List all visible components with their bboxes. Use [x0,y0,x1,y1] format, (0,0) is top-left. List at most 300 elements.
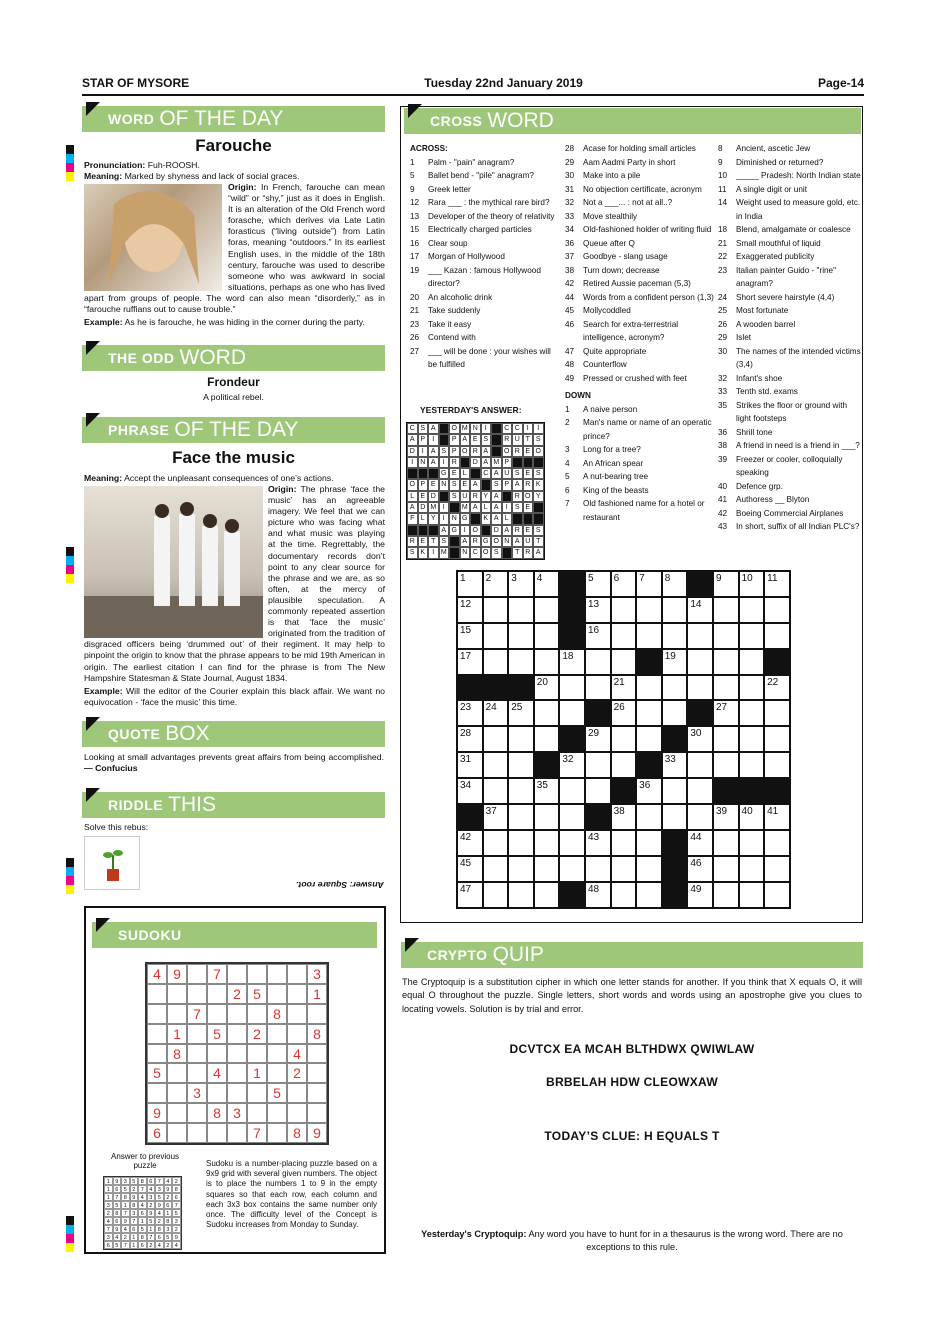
crossword-cell[interactable]: 33 [662,752,688,778]
crossword-cell[interactable]: 15 [457,623,483,649]
sudoku-cell[interactable]: 2 [247,1024,267,1044]
crossword-cell[interactable] [713,597,739,623]
crossword-cell[interactable]: 21 [611,675,637,701]
crossword-cell[interactable] [764,623,790,649]
sudoku-cell[interactable]: 9 [147,1103,167,1123]
crossword-cell[interactable]: 14 [687,597,713,623]
sudoku-cell[interactable] [247,1044,267,1064]
crossword-cell[interactable]: 13 [585,597,611,623]
crossword-cell[interactable]: 6 [611,571,637,597]
crossword-cell[interactable]: 47 [457,882,483,908]
sudoku-cell[interactable] [147,1044,167,1064]
crossword-cell[interactable]: 4 [534,571,560,597]
sudoku-cell[interactable] [227,1063,247,1083]
crossword-cell[interactable] [483,623,509,649]
answer-cell: E [449,468,460,479]
answer-cell: L [407,491,418,502]
sudoku-cell[interactable] [287,1024,307,1044]
sudoku-cell[interactable] [307,1063,327,1083]
black-cell[interactable] [739,778,765,804]
sudoku-cell[interactable] [247,1004,267,1024]
word-origin: Origin: In French, farouche can mean “wild” or “shy,” just as it does in English. It is an alteration of the Old French word forasche, which derives via Late Latin forasticus (“living outside”) from Latin foras, meaning “outdoors.” In its earliest English uses, in the middle of the 18th century, farouche was used to describe someone who was awkward in social situations, perhaps as one who has lived apart from groups of people. The word can also mean “disorderly,” as in “farouche ruffians out to cause trouble.” [84,182,385,315]
crossword-cell[interactable] [636,726,662,752]
sudoku-cell[interactable] [267,1024,287,1044]
crossword-cell[interactable] [662,700,688,726]
crossword-cell[interactable]: 44 [687,830,713,856]
crossword-cell[interactable] [764,700,790,726]
sudoku-cell[interactable] [267,1044,287,1064]
sudoku-answer-cell: 4 [164,1177,173,1185]
crossword-cell[interactable] [611,726,637,752]
sudoku-cell[interactable]: 3 [227,1103,247,1123]
sudoku-cell[interactable] [167,1123,187,1143]
crossword-cell[interactable] [483,726,509,752]
crossword-cell[interactable]: 43 [585,830,611,856]
black-cell[interactable] [662,726,688,752]
black-cell[interactable] [457,675,483,701]
black-cell[interactable] [585,700,611,726]
sudoku-cell[interactable] [187,1024,207,1044]
black-cell[interactable] [585,804,611,830]
crossword-cell[interactable] [559,778,585,804]
sudoku-cell[interactable] [167,984,187,1004]
sudoku-cell[interactable] [167,1103,187,1123]
black-cell[interactable] [662,830,688,856]
crossword-cell[interactable]: 38 [611,804,637,830]
answer-cell: K [533,479,544,490]
crossword-cell[interactable] [508,778,534,804]
sudoku-cell[interactable]: 7 [247,1123,267,1143]
sudoku-cell[interactable] [207,984,227,1004]
clue-item: 18 Blend, amalgamate or coalesce [718,225,851,234]
sudoku-answer-cell: 4 [155,1209,164,1217]
clue-item: 38 Turn down; decrease [565,265,660,275]
sudoku-cell[interactable] [247,1083,267,1103]
crossword-cell[interactable] [559,830,585,856]
sudoku-cell[interactable]: 4 [287,1044,307,1064]
crossword-cell[interactable] [534,856,560,882]
crossword-cell[interactable] [534,623,560,649]
crossword-cell[interactable] [687,752,713,778]
answer-cell: T [512,547,523,558]
black-cell[interactable] [662,882,688,908]
clue-item: 40 Defence grp. [718,481,783,491]
crossword-cell[interactable] [764,752,790,778]
sudoku-cell[interactable] [307,1044,327,1064]
crossword-cell[interactable] [508,882,534,908]
crossword-cell[interactable] [508,804,534,830]
crossword-cell[interactable] [559,700,585,726]
sudoku-cell[interactable] [187,1044,207,1064]
crossword-cell[interactable]: 5 [585,571,611,597]
sudoku-cell[interactable] [227,1083,247,1103]
word-meaning: Meaning: Marked by shyness and lack of social graces. [84,171,300,181]
sudoku-cell[interactable]: 8 [267,1004,287,1024]
crossword-cell[interactable] [764,726,790,752]
crossword-cell[interactable] [483,830,509,856]
crossword-cell[interactable]: 36 [636,778,662,804]
sudoku-cell[interactable] [187,964,207,984]
answer-cell: O [460,446,471,457]
crossword-cell[interactable] [508,752,534,778]
answer-cell: A [428,446,439,457]
crossword-cell[interactable] [483,882,509,908]
sudoku-cell[interactable]: 1 [247,1063,267,1083]
crossword-cell[interactable] [483,778,509,804]
sudoku-cell[interactable] [287,1083,307,1103]
crossword-cell[interactable] [636,856,662,882]
black-cell[interactable] [636,649,662,675]
crossword-cell[interactable]: 16 [585,623,611,649]
crossword-cell[interactable]: 23 [457,700,483,726]
sudoku-cell[interactable] [207,1044,227,1064]
black-cell[interactable] [559,571,585,597]
crossword-cell[interactable]: 17 [457,649,483,675]
crossword-cell[interactable] [508,856,534,882]
clue-item: 34 Old-fashioned holder of writing fluid [565,225,712,234]
sudoku-cell[interactable] [287,1103,307,1123]
sudoku-cell[interactable] [167,1004,187,1024]
crossword-cell[interactable] [713,752,739,778]
sudoku-cell[interactable] [307,1083,327,1103]
crossword-cell[interactable] [739,675,765,701]
crossword-cell[interactable] [534,726,560,752]
crossword-cell[interactable] [508,597,534,623]
crossword-cell[interactable]: 1 [457,571,483,597]
crossword-cell[interactable] [483,597,509,623]
sudoku-cell[interactable] [167,1063,187,1083]
crossword-cell[interactable]: 25 [508,700,534,726]
crossword-cell[interactable] [636,830,662,856]
answer-cell: O [502,446,513,457]
crossword-cell[interactable] [739,882,765,908]
sudoku-cell[interactable] [287,1004,307,1024]
sudoku-cell[interactable] [147,1024,167,1044]
crossword-cell[interactable] [611,597,637,623]
crossword-cell[interactable] [611,752,637,778]
crossword-cell[interactable] [662,675,688,701]
black-cell[interactable] [764,778,790,804]
black-cell[interactable] [713,778,739,804]
sudoku-answer-cell: 7 [121,1209,130,1217]
sudoku-cell[interactable]: 2 [287,1063,307,1083]
crossword-cell[interactable] [739,649,765,675]
crossword-cell[interactable] [687,778,713,804]
crossword-cell[interactable] [662,623,688,649]
crossword-cell[interactable]: 45 [457,856,483,882]
sudoku-cell[interactable] [267,1063,287,1083]
crossword-cell[interactable] [559,675,585,701]
black-cell[interactable] [534,752,560,778]
crossword-cell[interactable] [739,597,765,623]
black-cell[interactable] [687,571,713,597]
crossword-cell[interactable] [534,882,560,908]
sudoku-cell[interactable]: 8 [167,1044,187,1064]
crossword-cell[interactable] [636,700,662,726]
black-cell[interactable] [457,804,483,830]
sudoku-cell[interactable]: 9 [307,1123,327,1143]
phrase-example: Example: Will the editor of the Courier explain this black affair. We want no equivocation - ‘face the music’ this time. [84,686,385,708]
phrase-origin: Origin: The phrase ‘face the music’ has an agreeable imagery. We feel that we can picture who was facing what and what music was playing at the time. Regrettably, the documentary records don’t point to any clear source for the phrase and we are, as so often, at the mercy of plausible speculation. A commonly repeated assertion is that ‘face the music’ originated from the tradition of disgraced officers being ‘drummed out’ of their regiment. It may help to pinpoint the origin to know that the phrase appears to be mid 19th American in origin. The earliest citation I can find for the phrase is from The New Hampshire Statesman & State Journal, August 1834. [84,484,386,683]
sudoku-cell[interactable]: 5 [247,984,267,1004]
crossword-cell[interactable]: 3 [508,571,534,597]
black-cell[interactable] [636,752,662,778]
sudoku-answer-cell: 1 [164,1209,173,1217]
sudoku-answer-cell: 2 [130,1185,139,1193]
sudoku-cell[interactable]: 5 [267,1083,287,1103]
sudoku-cell[interactable] [187,984,207,1004]
crossword-cell[interactable] [636,597,662,623]
answer-cell: P [449,446,460,457]
sudoku-cell[interactable]: 3 [187,1083,207,1103]
crossword-cell[interactable]: 39 [713,804,739,830]
crossword-cell[interactable]: 30 [687,726,713,752]
black-cell[interactable] [559,623,585,649]
crossword-cell[interactable] [534,597,560,623]
black-cell[interactable] [508,675,534,701]
crossword-cell[interactable]: 29 [585,726,611,752]
crossword-cell[interactable] [764,830,790,856]
crossword-cell[interactable] [585,649,611,675]
sudoku-cell[interactable]: 8 [307,1024,327,1044]
black-cell[interactable] [662,856,688,882]
crossword-cell[interactable] [739,830,765,856]
cryptoquip-clue: TODAY’S CLUE: H EQUALS T [544,1129,720,1143]
crossword-cell[interactable] [559,856,585,882]
crossword-cell[interactable]: 35 [534,778,560,804]
sudoku-cell[interactable] [207,1123,227,1143]
sudoku-cell[interactable] [287,984,307,1004]
black-cell[interactable] [483,675,509,701]
crossword-cell[interactable] [713,726,739,752]
sudoku-cell[interactable] [267,984,287,1004]
crossword-cell[interactable] [764,597,790,623]
crossword-cell[interactable] [508,623,534,649]
sudoku-cell[interactable]: 7 [187,1004,207,1024]
crossword-cell[interactable] [636,623,662,649]
sudoku-cell[interactable] [247,1103,267,1123]
black-cell [407,468,418,479]
black-cell [460,457,471,468]
crossword-cell[interactable]: 8 [662,571,688,597]
black-cell[interactable] [764,649,790,675]
crossword-cell[interactable]: 32 [559,752,585,778]
crossword-cell[interactable] [662,804,688,830]
crossword-cell[interactable] [483,649,509,675]
crossword-cell[interactable] [559,804,585,830]
crossword-cell[interactable] [713,623,739,649]
crossword-cell[interactable]: 20 [534,675,560,701]
clue-item: 49 Pressed or crushed with feet [565,373,687,383]
crossword-cell[interactable]: 48 [585,882,611,908]
crossword-cell[interactable] [687,623,713,649]
crossword-cell[interactable]: 46 [687,856,713,882]
crossword-cell[interactable] [585,778,611,804]
answer-cell: P [449,434,460,445]
clue-item: 7 Old fashioned name for a hotel or restaurant [565,499,705,522]
sudoku-cell[interactable]: 3 [307,964,327,984]
sudoku-cell[interactable] [227,1024,247,1044]
crossword-cell[interactable] [662,778,688,804]
sudoku-grid[interactable] [145,962,329,1145]
crossword-cell[interactable] [636,882,662,908]
black-cell[interactable] [559,882,585,908]
sudoku-cell[interactable] [207,1083,227,1103]
crossword-cell[interactable]: 41 [764,804,790,830]
sudoku-cell[interactable]: 5 [207,1024,227,1044]
sudoku-cell[interactable]: 8 [287,1123,307,1143]
crossword-cell[interactable] [534,804,560,830]
crossword-cell[interactable] [739,623,765,649]
black-cell[interactable] [687,700,713,726]
sudoku-cell[interactable]: 9 [167,964,187,984]
crossword-cell[interactable] [483,856,509,882]
sudoku-cell[interactable]: 4 [207,1063,227,1083]
sudoku-cell[interactable] [227,1004,247,1024]
sudoku-cell[interactable]: 8 [207,1103,227,1123]
crossword-cell[interactable] [534,649,560,675]
crossword-cell[interactable] [636,804,662,830]
crossword-cell[interactable]: 19 [662,649,688,675]
crossword-cell[interactable] [687,675,713,701]
crossword-cell[interactable] [713,830,739,856]
crossword-cell[interactable] [764,856,790,882]
crossword-cell[interactable] [534,700,560,726]
answer-cell: S [533,468,544,479]
crossword-cell[interactable] [764,882,790,908]
crossword-cell[interactable] [585,856,611,882]
sudoku-cell[interactable] [307,1103,327,1123]
crossword-cell[interactable]: 9 [713,571,739,597]
crossword-cell[interactable]: 37 [483,804,509,830]
crossword-cell[interactable] [713,856,739,882]
crossword-cell[interactable] [611,830,637,856]
crossword-cell[interactable]: 24 [483,700,509,726]
crossword-cell[interactable] [739,726,765,752]
crossword-cell[interactable]: 2 [483,571,509,597]
answer-cell: K [481,513,492,524]
sudoku-cell[interactable]: 4 [147,964,167,984]
crossword-cell[interactable] [508,726,534,752]
crossword-cell[interactable]: 12 [457,597,483,623]
sudoku-cell[interactable] [307,1004,327,1024]
crossword-cell[interactable] [662,597,688,623]
sudoku-cell[interactable]: 5 [147,1063,167,1083]
sudoku-cell[interactable] [267,964,287,984]
sudoku-answer-cell: 3 [121,1177,130,1185]
crossword-cell[interactable] [611,649,637,675]
crossword-cell[interactable]: 7 [636,571,662,597]
crossword-cell[interactable] [483,752,509,778]
answer-cell: A [460,536,471,547]
crossword-cell[interactable] [739,856,765,882]
answer-cell: I [481,423,492,434]
crossword-cell[interactable] [585,752,611,778]
crossword-cell[interactable]: 49 [687,882,713,908]
crossword-cell[interactable] [687,649,713,675]
crossword-cell[interactable]: 40 [739,804,765,830]
crossword-cell[interactable] [636,675,662,701]
crossword-cell[interactable]: 11 [764,571,790,597]
sudoku-cell[interactable] [187,1123,207,1143]
crossword-grid[interactable] [456,570,791,909]
black-cell[interactable] [611,778,637,804]
sudoku-answer-cell: 7 [113,1193,122,1201]
sudoku-cell[interactable] [147,1004,167,1024]
crossword-cell[interactable] [713,649,739,675]
potted-plant-icon [84,836,140,890]
phrase-meaning: Meaning: Accept the unpleasant consequences of one’s actions. [84,473,334,483]
sudoku-cell[interactable] [267,1103,287,1123]
crossword-cell[interactable]: 27 [713,700,739,726]
crossword-cell[interactable] [611,856,637,882]
sudoku-cell[interactable] [207,1004,227,1024]
sudoku-cell[interactable] [227,964,247,984]
crossword-cell[interactable] [739,700,765,726]
answer-cell: D [428,491,439,502]
sudoku-cell[interactable]: 1 [167,1024,187,1044]
crossword-cell[interactable] [508,649,534,675]
crossword-cell[interactable]: 22 [764,675,790,701]
answer-cell: A [428,457,439,468]
crossword-cell[interactable] [508,830,534,856]
crossword-cell[interactable]: 31 [457,752,483,778]
clue-item: 39 Freezer or cooler, colloquially speaking [718,454,843,477]
crossword-cell[interactable] [713,882,739,908]
sudoku-cell[interactable] [227,1123,247,1143]
sudoku-cell[interactable] [227,1044,247,1064]
sudoku-cell[interactable]: 1 [307,984,327,1004]
crossword-cell[interactable]: 42 [457,830,483,856]
crossword-cell[interactable]: 10 [739,571,765,597]
black-cell[interactable] [559,597,585,623]
black-cell [449,536,460,547]
crossword-cell[interactable]: 34 [457,778,483,804]
sudoku-cell[interactable] [147,1083,167,1103]
answer-cell: G [481,536,492,547]
crossword-cell[interactable]: 18 [559,649,585,675]
crossword-cell[interactable] [534,830,560,856]
crossword-cell[interactable] [611,882,637,908]
crossword-cell[interactable] [585,675,611,701]
sudoku-answer-cell: 8 [164,1217,173,1225]
crossword-cell[interactable]: 26 [611,700,637,726]
black-cell [502,491,513,502]
sudoku-cell[interactable] [187,1063,207,1083]
crossword-cell[interactable] [739,752,765,778]
answer-cell: D [407,446,418,457]
crossword-cell[interactable] [611,623,637,649]
sudoku-cell[interactable] [167,1083,187,1103]
crossword-cell[interactable]: 28 [457,726,483,752]
sudoku-cell[interactable] [187,1103,207,1123]
sudoku-cell[interactable] [287,964,307,984]
sudoku-cell[interactable] [247,964,267,984]
sudoku-cell[interactable]: 2 [227,984,247,1004]
sudoku-cell[interactable]: 6 [147,1123,167,1143]
sudoku-cell[interactable] [267,1123,287,1143]
black-cell[interactable] [559,726,585,752]
sudoku-cell[interactable] [147,984,167,1004]
crossword-cell[interactable] [713,675,739,701]
issue-date: Tuesday 22nd January 2019 [424,76,583,90]
answer-cell: A [491,491,502,502]
answer-cell: M [460,423,471,434]
sudoku-cell[interactable]: 7 [207,964,227,984]
crossword-cell[interactable] [687,804,713,830]
answer-cell: I [460,525,471,536]
answer-cell: R [512,491,523,502]
